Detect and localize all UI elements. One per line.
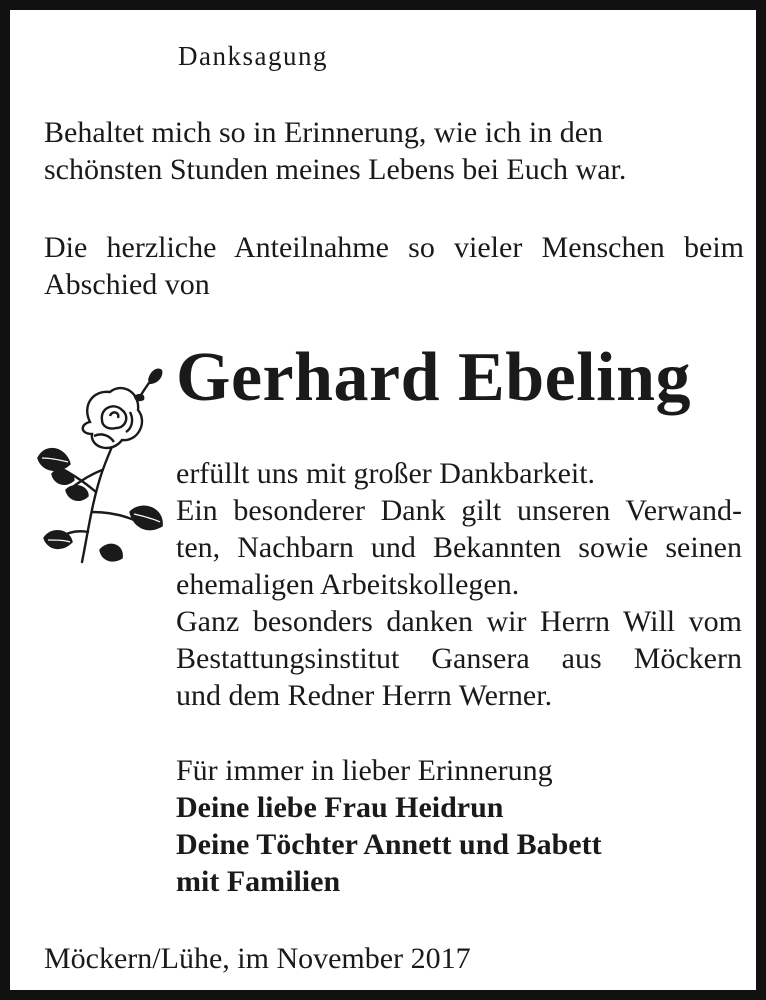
signatory: Deine liebe Frau Heidrun <box>176 791 504 824</box>
deceased-name: Gerhard Ebeling <box>176 339 692 416</box>
closing-line: Für immer in lieber Erinnerung <box>176 754 553 787</box>
intro-line: Behaltet mich so in Erinnerung, wie ich in den <box>44 116 604 149</box>
body-line: ehemaligen Arbeitskollegen. <box>176 568 520 601</box>
body-text <box>176 455 742 714</box>
sympathy-text <box>44 229 744 303</box>
body-line: und dem Redner Herrn Werner. <box>176 679 553 712</box>
body-line: Ein besonderer Dank gilt unseren Verwand- <box>176 494 742 527</box>
place-date: Möckern/Lühe, im November 2017 <box>44 942 471 975</box>
closing-block <box>176 752 602 900</box>
body-line: Ganz besonders danken wir Herrn Will vom <box>176 605 742 638</box>
intro-line: schönsten Stunden meines Lebens bei Euch war. <box>44 153 627 186</box>
intro-quote <box>44 114 744 188</box>
rose-icon <box>30 362 170 572</box>
sympathy-line: Die herzliche Anteilnahme so vieler Menschen beim <box>44 231 744 264</box>
body-line: Bestattungsinstitut Gansera aus Möckern <box>176 642 742 675</box>
signatory: mit Familien <box>176 865 341 898</box>
notice-heading: Danksagung <box>178 41 328 71</box>
body-line: ten, Nachbarn und Bekannten sowie seinen <box>176 531 742 564</box>
sympathy-line: Abschied von <box>44 268 210 301</box>
signatory: Deine Töchter Annett und Babett <box>176 828 602 861</box>
body-line: erfüllt uns mit großer Dankbarkeit. <box>176 457 596 490</box>
